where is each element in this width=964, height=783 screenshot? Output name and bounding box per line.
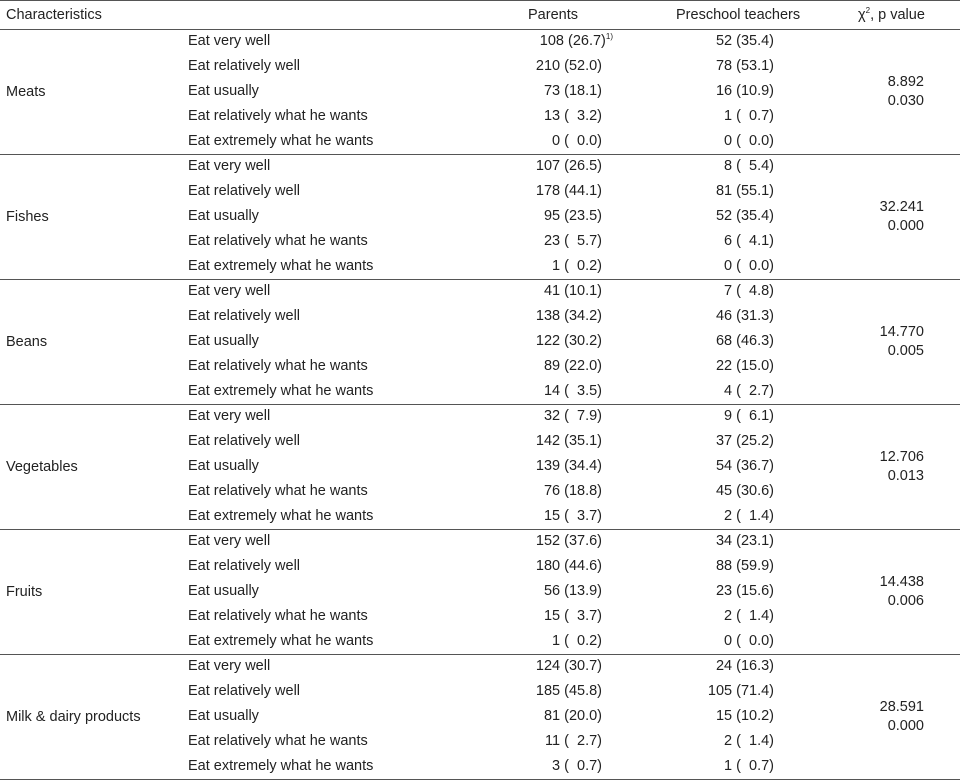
parents-cell [536, 58, 602, 74]
response-cell: Eat usually [188, 583, 259, 599]
teachers-cell: 0 ( 0.0) [724, 258, 774, 274]
table-row [0, 579, 960, 604]
teachers-cell: 54 (36.7) [715, 458, 774, 474]
table-header [0, 0, 960, 30]
response-cell: Eat usually [188, 708, 259, 724]
response-cell: Eat relatively well [188, 558, 301, 574]
parents-cell [545, 733, 602, 749]
table-row [0, 329, 960, 354]
response-cell: Eat relatively well [188, 433, 301, 449]
chi-square-value: 14.770 [879, 323, 924, 340]
parents-value: 14 ( 3.5) [543, 383, 602, 399]
table-row [0, 479, 960, 504]
response-cell: Eat usually [188, 458, 259, 474]
parents-value: 95 (23.5) [543, 208, 602, 224]
response-cell: Eat extremely what he wants [188, 633, 374, 649]
parents-cell [552, 758, 602, 774]
parents-cell [544, 358, 602, 374]
table-row [0, 129, 960, 154]
table-row [0, 104, 960, 129]
chi-rest: , p value [870, 7, 925, 23]
teachers-cell: 15 (10.2) [715, 708, 774, 724]
response-cell: Eat usually [188, 333, 259, 349]
parents-cell [536, 158, 602, 174]
parents-value: 15 ( 3.7) [543, 608, 602, 624]
teachers-cell: 9 ( 6.1) [724, 408, 774, 424]
parents-cell [536, 558, 602, 574]
parents-cell [544, 233, 602, 249]
teachers-cell: 23 (15.6) [715, 583, 774, 599]
table-row [0, 454, 960, 479]
parents-cell [540, 33, 613, 49]
parents-value: 13 ( 3.2) [543, 108, 602, 124]
parents-value: 56 (13.9) [543, 583, 602, 599]
table-row [0, 529, 960, 554]
parents-cell [536, 658, 602, 674]
response-cell: Eat relatively what he wants [188, 233, 368, 249]
response-cell: Eat extremely what he wants [188, 133, 374, 149]
teachers-cell: 24 (16.3) [715, 658, 774, 674]
parents-cell [544, 208, 602, 224]
teachers-cell: 8 ( 5.4) [724, 158, 774, 174]
table-row [0, 429, 960, 454]
parents-value: 108 (26.7) [539, 33, 606, 49]
table-row [0, 54, 960, 79]
teachers-cell: 7 ( 4.8) [724, 283, 774, 299]
teachers-cell: 45 (30.6) [715, 483, 774, 499]
parents-value: 124 (30.7) [535, 658, 602, 674]
parents-value: 122 (30.2) [535, 333, 602, 349]
parents-cell [544, 408, 602, 424]
teachers-cell: 52 (35.4) [715, 33, 774, 49]
response-cell: Eat relatively well [188, 308, 301, 324]
table-row [0, 604, 960, 629]
parents-cell [552, 633, 602, 649]
parents-value: 185 (45.8) [535, 683, 602, 699]
p-value: 0.006 [887, 592, 924, 609]
table-row [0, 379, 960, 404]
parents-cell [544, 608, 602, 624]
group-label: Fruits [6, 583, 43, 600]
parents-cell [544, 108, 602, 124]
parents-value: 142 (35.1) [535, 433, 602, 449]
parents-cell [544, 483, 602, 499]
parents-cell [536, 683, 602, 699]
teachers-cell: 22 (15.0) [715, 358, 774, 374]
parents-cell [536, 458, 602, 474]
response-cell: Eat very well [188, 33, 271, 49]
p-value: 0.013 [887, 467, 924, 484]
response-cell: Eat extremely what he wants [188, 383, 374, 399]
chi-square-value: 8.892 [887, 73, 924, 90]
parents-value: 1 ( 0.2) [552, 258, 602, 274]
table-row [0, 554, 960, 579]
table-row [0, 229, 960, 254]
parents-cell [552, 258, 602, 274]
response-cell: Eat usually [188, 208, 259, 224]
table-row [0, 704, 960, 729]
parents-value: 138 (34.2) [535, 308, 602, 324]
table-group [0, 154, 960, 280]
chi-symbol: χ [858, 7, 866, 23]
table-row [0, 629, 960, 654]
p-value: 0.030 [887, 92, 924, 109]
response-cell: Eat relatively what he wants [188, 358, 368, 374]
teachers-cell: 46 (31.3) [715, 308, 774, 324]
teachers-cell: 6 ( 4.1) [724, 233, 774, 249]
parents-cell [544, 708, 602, 724]
parents-value: 32 ( 7.9) [543, 408, 602, 424]
parents-value: 1 ( 0.2) [552, 633, 602, 649]
teachers-cell: 78 (53.1) [715, 58, 774, 74]
chi-square-value: 32.241 [879, 198, 924, 215]
table-row [0, 729, 960, 754]
parents-cell [544, 583, 602, 599]
teachers-cell: 1 ( 0.7) [724, 758, 774, 774]
chi-square-value: 28.591 [879, 698, 924, 715]
parents-cell [552, 133, 602, 149]
group-label: Beans [6, 333, 48, 350]
teachers-cell: 0 ( 0.0) [724, 133, 774, 149]
table-row [0, 154, 960, 179]
teachers-cell: 2 ( 1.4) [724, 733, 774, 749]
parents-value: 23 ( 5.7) [543, 233, 602, 249]
teachers-cell: 52 (35.4) [715, 208, 774, 224]
parents-value: 89 (22.0) [543, 358, 602, 374]
table-row [0, 179, 960, 204]
response-cell: Eat relatively well [188, 183, 301, 199]
teachers-cell: 2 ( 1.4) [724, 608, 774, 624]
teachers-cell: 34 (23.1) [715, 533, 774, 549]
response-cell: Eat very well [188, 283, 271, 299]
parents-value: 178 (44.1) [535, 183, 602, 199]
parents-cell [536, 183, 602, 199]
parents-cell [536, 533, 602, 549]
parents-value: 107 (26.5) [535, 158, 602, 174]
header-preschool-teachers: Preschool teachers [676, 7, 801, 23]
response-cell: Eat relatively what he wants [188, 608, 368, 624]
header-characteristics: Characteristics [6, 7, 102, 23]
parents-cell [536, 333, 602, 349]
teachers-cell: 37 (25.2) [715, 433, 774, 449]
table-row [0, 254, 960, 279]
table-row [0, 279, 960, 304]
response-cell: Eat extremely what he wants [188, 508, 374, 524]
parents-value: 76 (18.8) [543, 483, 602, 499]
teachers-cell: 4 ( 2.7) [724, 383, 774, 399]
parents-cell [544, 383, 602, 399]
response-cell: Eat relatively well [188, 58, 301, 74]
table-row [0, 204, 960, 229]
response-cell: Eat very well [188, 658, 271, 674]
chi-superscript: 2 [865, 6, 871, 15]
table-row [0, 354, 960, 379]
parents-value: 180 (44.6) [535, 558, 602, 574]
table-group [0, 29, 960, 155]
teachers-cell: 68 (46.3) [715, 333, 774, 349]
table-row [0, 29, 960, 54]
parents-value: 3 ( 0.7) [552, 758, 602, 774]
table-row [0, 679, 960, 704]
teachers-cell: 1 ( 0.7) [724, 108, 774, 124]
response-cell: Eat relatively what he wants [188, 733, 368, 749]
header-parents: Parents [528, 7, 578, 23]
parents-cell [536, 433, 602, 449]
teachers-cell: 0 ( 0.0) [724, 633, 774, 649]
parents-value: 73 (18.1) [543, 83, 602, 99]
response-cell: Eat relatively what he wants [188, 483, 368, 499]
table-row [0, 404, 960, 429]
p-value: 0.000 [887, 717, 924, 734]
teachers-cell: 88 (59.9) [715, 558, 774, 574]
p-value: 0.005 [887, 342, 924, 359]
parents-value: 41 (10.1) [543, 283, 602, 299]
table-group [0, 529, 960, 655]
parents-value: 210 (52.0) [535, 58, 602, 74]
teachers-cell: 105 (71.4) [707, 683, 774, 699]
table-row [0, 504, 960, 529]
chi-square-value: 12.706 [879, 448, 924, 465]
response-cell: Eat relatively what he wants [188, 108, 368, 124]
response-cell: Eat very well [188, 533, 271, 549]
parents-cell [544, 283, 602, 299]
response-cell: Eat extremely what he wants [188, 258, 374, 274]
response-cell: Eat relatively well [188, 683, 301, 699]
response-cell: Eat usually [188, 83, 259, 99]
response-cell: Eat very well [188, 408, 271, 424]
footnote-marker: 1) [605, 32, 613, 41]
header-chi-square [858, 7, 925, 23]
parents-cell [544, 508, 602, 524]
parents-value: 139 (34.4) [535, 458, 602, 474]
parents-value: 0 ( 0.0) [552, 133, 602, 149]
table-row [0, 654, 960, 679]
table-group [0, 654, 960, 780]
p-value: 0.000 [887, 217, 924, 234]
parents-value: 81 (20.0) [543, 708, 602, 724]
parents-cell [544, 83, 602, 99]
response-cell: Eat extremely what he wants [188, 758, 374, 774]
parents-cell [536, 308, 602, 324]
group-label: Vegetables [6, 458, 78, 475]
chi-square-value: 14.438 [879, 573, 924, 590]
table-group [0, 404, 960, 530]
parents-value: 152 (37.6) [535, 533, 602, 549]
teachers-cell: 16 (10.9) [715, 83, 774, 99]
parents-value: 11 ( 2.7) [545, 733, 602, 749]
response-cell: Eat very well [188, 158, 271, 174]
table-row [0, 304, 960, 329]
teachers-cell: 2 ( 1.4) [724, 508, 774, 524]
group-label: Meats [6, 83, 46, 100]
table-row [0, 79, 960, 104]
table-row [0, 754, 960, 779]
parents-value: 15 ( 3.7) [543, 508, 602, 524]
teachers-cell: 81 (55.1) [715, 183, 774, 199]
table-group [0, 279, 960, 405]
group-label: Fishes [6, 208, 49, 225]
group-label: Milk & dairy products [6, 708, 141, 725]
